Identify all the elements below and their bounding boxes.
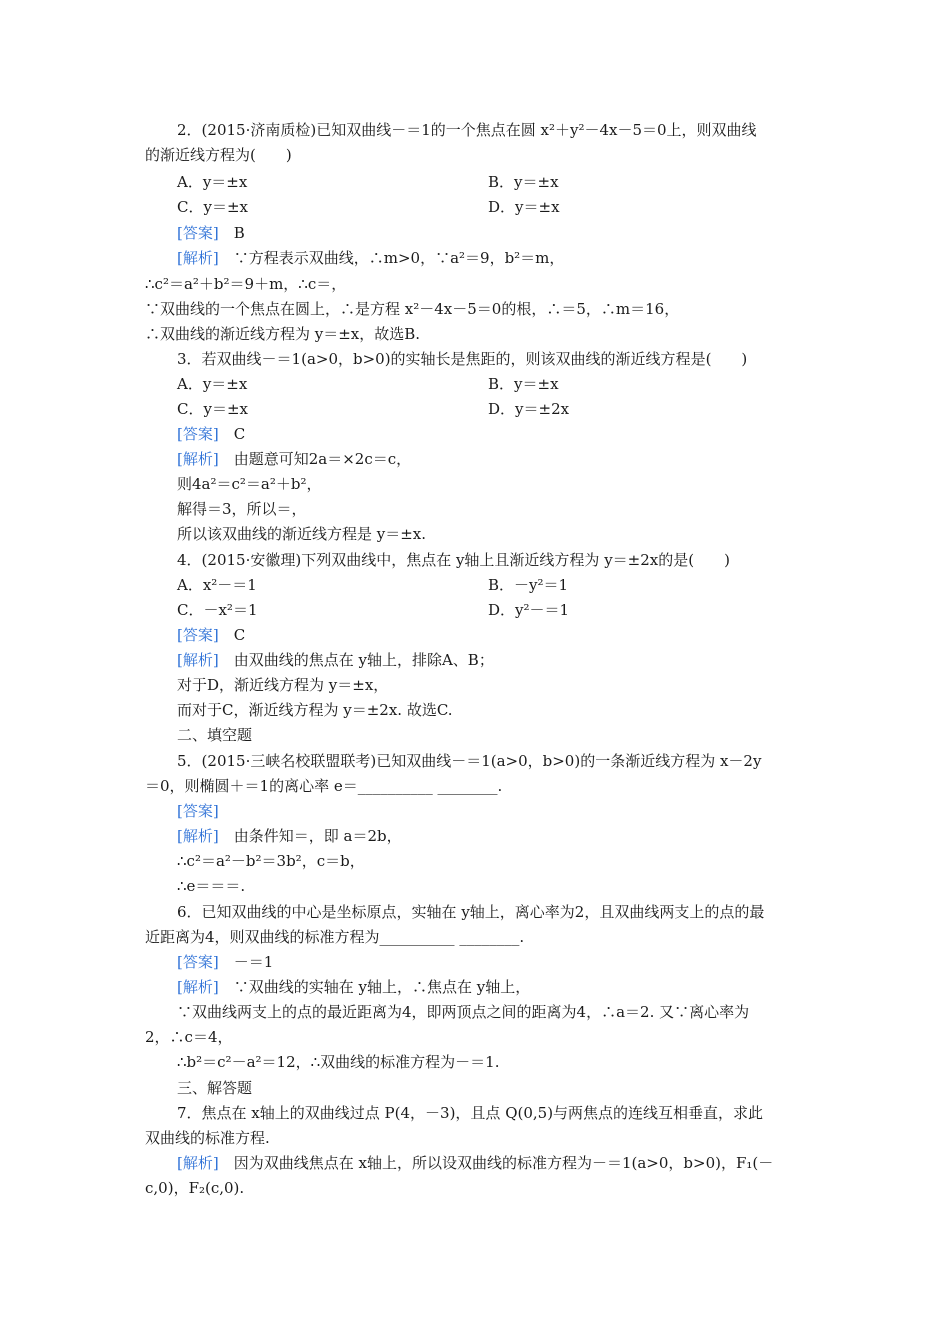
q7-solution-row (177, 1151, 842, 1176)
q2-option-a: A．y＝±x (177, 173, 248, 191)
q4-solution-line3: 而对于C，渐近线方程为 y＝±2x. 故选C. (177, 701, 453, 719)
q3-answer: C (233, 425, 246, 443)
q4-answer: C (233, 626, 246, 644)
section-heading-fill-in: 二、填空题 (177, 726, 253, 744)
q2-stem-line1: 2．(2015·济南质检)已知双曲线－＝1的一个焦点在圆 x²＋y²－4x－5＝0上，则双曲线 (177, 121, 757, 139)
q7-stem-line1: 7．焦点在 x轴上的双曲线过点 P(4，－3)，且点 Q(0,5)与两焦点的连线互相垂直，求此 (177, 1104, 764, 1122)
q3-answer-row (177, 422, 842, 447)
q6-stem-line2: 近距离为4，则双曲线的标准方程为__________ ________. (145, 928, 525, 946)
q5-solution-line2: ∴c²＝a²－b²＝3b²，c＝b， (177, 852, 365, 870)
q2-option-b: B．y＝±x (488, 173, 559, 191)
q7-stem-line2: 双曲线的标准方程. (145, 1129, 270, 1147)
q6-solution-line3: 2，∴c＝4， (145, 1028, 233, 1046)
q3-solution-line1: 由题意可知2a＝×2c＝c， (233, 450, 412, 468)
q4-option-d: D．y²－＝1 (488, 601, 570, 619)
q5-solution-line1: 由条件知＝，即 a＝2b， (233, 827, 402, 845)
solution-tag: [解析] (177, 978, 219, 996)
q3-solution-line3: 解得＝3，所以＝， (177, 500, 307, 518)
q7-solution-line2: c,0)，F₂(c,0). (145, 1179, 245, 1197)
q4-solution-line2: 对于D，渐近线方程为 y＝±x， (177, 676, 389, 694)
q4-option-b: B．－y²＝1 (488, 576, 569, 594)
section-heading-answer: 三、解答题 (177, 1079, 253, 1097)
q4-option-c: C．－x²＝1 (177, 601, 258, 619)
q3-option-d: D．y＝±2x (488, 400, 570, 418)
solution-tag: [解析] (177, 450, 219, 468)
q2-answer: B (233, 224, 245, 242)
solution-tag: [解析] (177, 651, 219, 669)
q3-option-c: C．y＝±x (177, 400, 248, 418)
q2-solution-line1: ∵方程表示双曲线，∴m>0，∵a²＝9，b²＝m， (233, 249, 565, 267)
q6-answer-row (177, 950, 842, 975)
q3-option-b: B．y＝±x (488, 375, 559, 393)
q2-stem-line2: 的渐近线方程为( ) (145, 146, 292, 164)
answer-tag: [答案] (177, 626, 219, 644)
q2-answer-row (177, 221, 842, 246)
q4-stem: 4．(2015·安徽理)下列双曲线中，焦点在 y轴上且渐近线方程为 y＝±2x的是( ) (177, 551, 730, 569)
q6-solution-row (177, 975, 842, 1000)
q2-solution-line2: ∴c²＝a²＋b²＝9＋m，∴c＝， (145, 275, 347, 293)
answer-tag: [答案] (177, 224, 219, 242)
solution-tag: [解析] (177, 249, 219, 267)
q3-option-a: A．y＝±x (177, 375, 248, 393)
q5-solution-line3: ∴e＝＝＝. (177, 877, 246, 895)
answer-tag: [答案] (177, 425, 219, 443)
q4-solution-line1: 由双曲线的焦点在 y轴上，排除A、B； (233, 651, 494, 669)
q5-stem-line2: ＝0，则椭圆＋＝1的离心率 e＝__________ ________. (145, 777, 503, 795)
q4-option-a: A．x²－＝1 (177, 576, 257, 594)
q4-solution-row (177, 648, 842, 673)
q7-solution-line1: 因为双曲线焦点在 x轴上，所以设双曲线的标准方程为－＝1(a>0，b>0)，F₁(－ (233, 1154, 774, 1172)
q4-answer-row (177, 623, 842, 648)
q3-solution-line2: 则4a²＝c²＝a²＋b²， (177, 475, 322, 493)
q6-stem-line1: 6．已知双曲线的中心是坐标原点，实轴在 y轴上，离心率为2，且双曲线两支上的点的最 (177, 903, 765, 921)
q2-solution-row (177, 246, 842, 271)
q6-answer: －＝1 (233, 953, 274, 971)
answer-tag: [答案] (177, 953, 219, 971)
q5-solution-row (177, 824, 842, 849)
q6-solution-line2: ∵双曲线两支上的点的最近距离为4，即两顶点之间的距离为4，∴a＝2. 又∵离心率为 (177, 1003, 750, 1021)
solution-tag: [解析] (177, 1154, 219, 1172)
q2-solution-line3: ∵双曲线的一个焦点在圆上，∴是方程 x²－4x－5＝0的根，∴＝5，∴m＝16， (145, 300, 680, 318)
solution-tag: [解析] (177, 827, 219, 845)
q5-stem-line1: 5．(2015·三峡名校联盟联考)已知双曲线－＝1(a>0，b>0)的一条渐近线方程为 x－2y (177, 752, 762, 770)
answer-tag: [答案] (177, 802, 219, 820)
q2-option-d: D．y＝±x (488, 198, 560, 216)
q3-stem: 3．若双曲线－＝1(a>0，b>0)的实轴长是焦距的，则该双曲线的渐近线方程是( ) (177, 350, 748, 368)
q5-answer-row (177, 799, 842, 824)
q2-option-c: C．y＝±x (177, 198, 248, 216)
q2-solution-line4: ∴双曲线的渐近线方程为 y＝±x，故选B. (145, 325, 421, 343)
q6-solution-line4: ∴b²＝c²－a²＝12，∴双曲线的标准方程为－＝1. (177, 1053, 500, 1071)
q6-solution-line1: ∵双曲线的实轴在 y轴上，∴焦点在 y轴上， (233, 978, 531, 996)
q3-solution-line4: 所以该双曲线的渐近线方程是 y＝±x. (177, 525, 427, 543)
q3-solution-row (177, 447, 842, 472)
